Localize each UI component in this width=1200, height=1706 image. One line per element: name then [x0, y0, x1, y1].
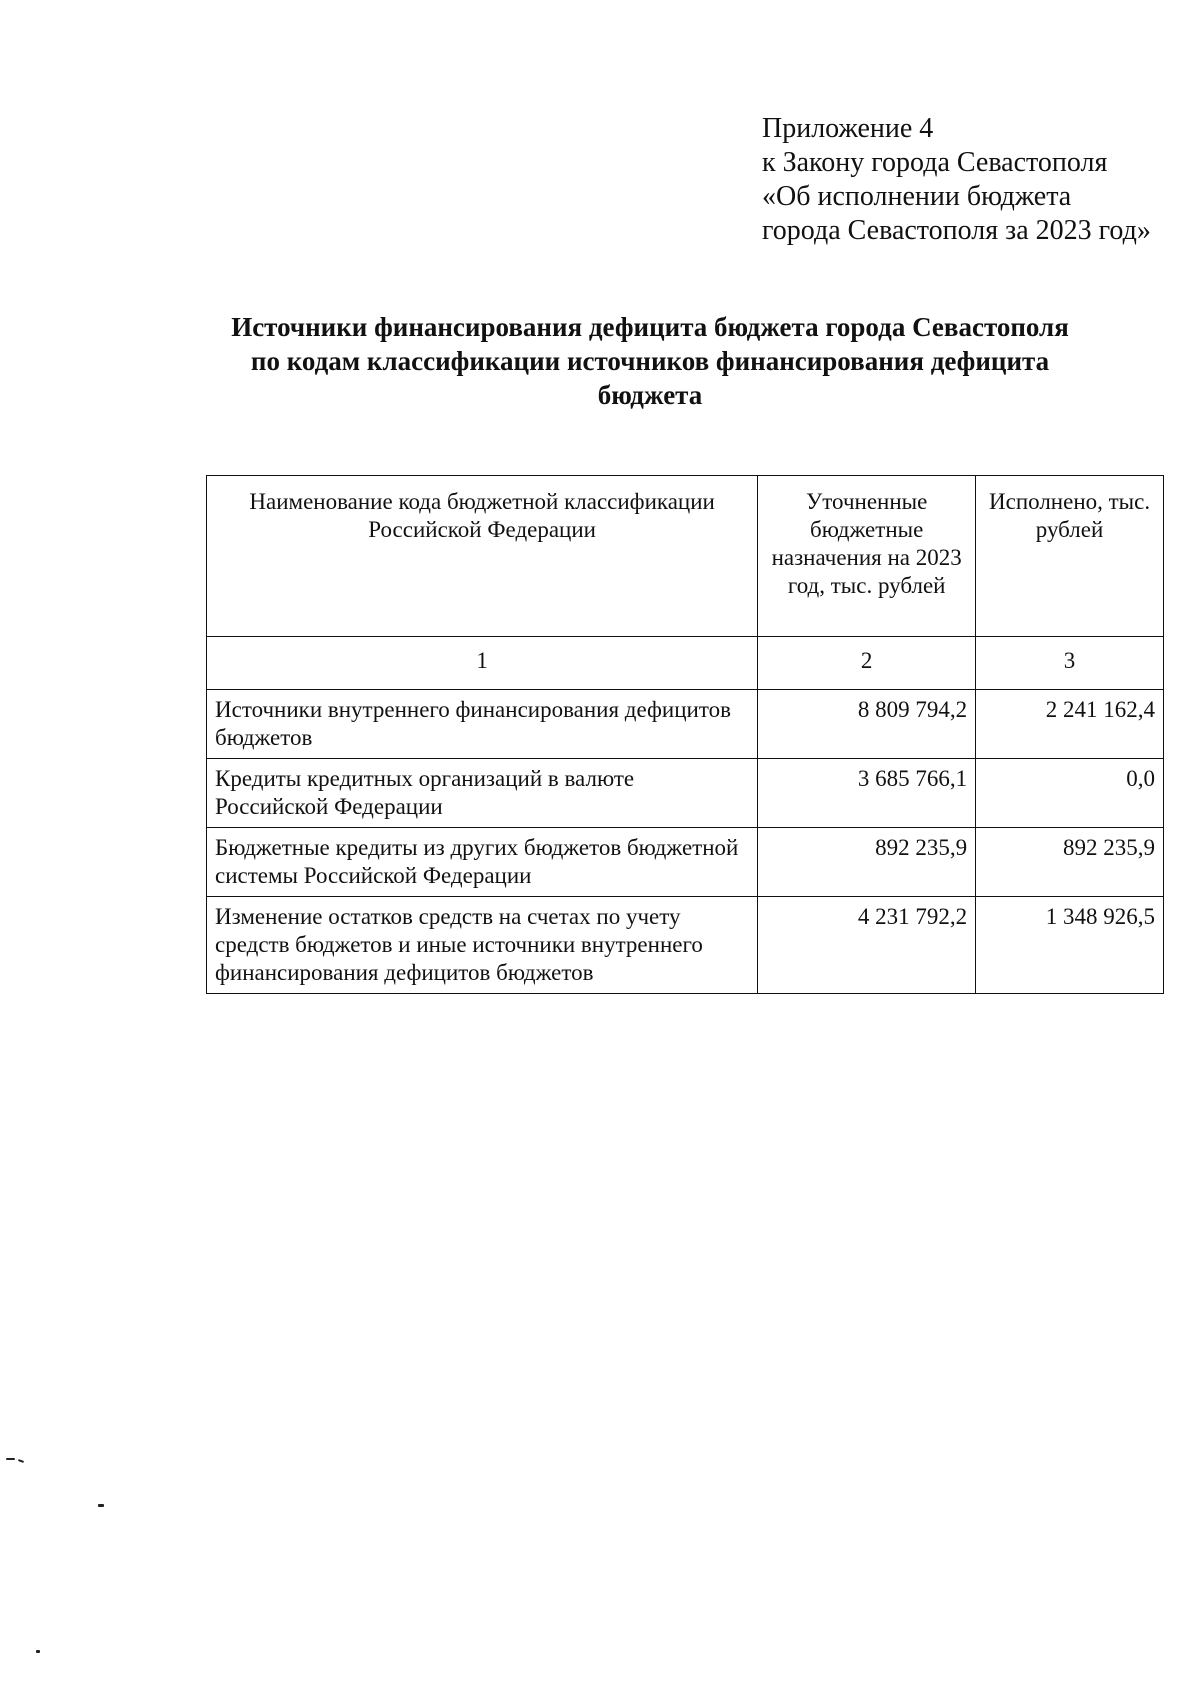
table-row: [207, 759, 1164, 828]
scan-speck: [18, 1459, 24, 1463]
appendix-line: к Закону города Севастополя: [762, 147, 1108, 178]
title-line: бюджета: [597, 380, 703, 410]
row-name: Изменение остатков средств на счетах по учету средств бюджетов и иные источники внутреннего финансирования дефицитов бюджетов: [207, 897, 758, 994]
row-executed: 2 241 162,4: [976, 690, 1164, 759]
row-executed: 1 348 926,5: [976, 897, 1164, 994]
row-planned: 892 235,9: [758, 828, 976, 897]
appendix-line: «Об исполнении бюджета: [762, 181, 1072, 212]
column-number-row: [207, 637, 1164, 690]
row-planned: 4 231 792,2: [758, 897, 976, 994]
row-executed: 892 235,9: [976, 828, 1164, 897]
row-name: Кредиты кредитных организаций в валюте Российской Федерации: [207, 759, 758, 828]
scan-speck: [6, 1458, 15, 1460]
table-header-row: [207, 476, 1164, 637]
title-line: по кодам классификации источников финансирования дефицита: [250, 346, 1050, 376]
title-line: Источники финансирования дефицита бюджета города Севастополя: [231, 312, 1069, 342]
header-classification-name: Наименование кода бюджетной классификации Российской Федерации: [207, 476, 758, 637]
scan-speck: [36, 1650, 40, 1653]
header-planned: Уточненные бюджетные назначения на 2023 год, тыс. рублей: [758, 476, 976, 637]
financing-sources-table: [206, 475, 1164, 994]
row-name: Источники внутреннего финансирования дефицитов бюджетов: [207, 690, 758, 759]
row-executed: 0,0: [976, 759, 1164, 828]
column-number: 2: [758, 637, 976, 690]
table-row: [207, 897, 1164, 994]
appendix-line: города Севастополя за 2023 год»: [762, 215, 1151, 246]
row-name: Бюджетные кредиты из других бюджетов бюджетной системы Российской Федерации: [207, 828, 758, 897]
row-planned: 3 685 766,1: [758, 759, 976, 828]
appendix-line: Приложение 4: [762, 113, 934, 144]
scan-speck: [98, 1504, 104, 1507]
table-row: [207, 690, 1164, 759]
table-row: [207, 828, 1164, 897]
row-planned: 8 809 794,2: [758, 690, 976, 759]
header-executed: Исполнено, тыс. рублей: [976, 476, 1164, 637]
column-number: 3: [976, 637, 1164, 690]
column-number: 1: [207, 637, 758, 690]
appendix-block: [762, 112, 1151, 248]
document-title: [200, 310, 1100, 412]
